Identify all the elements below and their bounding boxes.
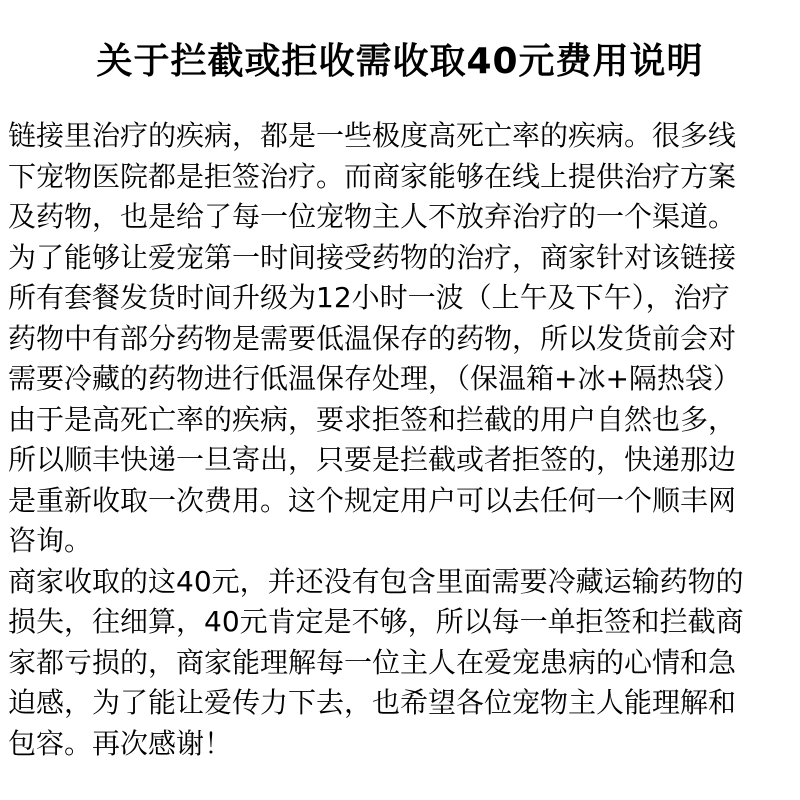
text-line: 所有套餐发货时间升级为12小时一波（上午及下午），治疗 [8,281,730,314]
text-line: 下宠物医院都是拒签治疗。而商家能够在线上提供治疗方案 [8,159,737,193]
text-line: 商家收取的这40元，并还没有包含里面需要冷藏运输药物的 [8,564,744,598]
text-line: 及药物，也是给了每一位宠物主人不放弃治疗的一个渠道。 [8,200,737,233]
text-line: 迫感，为了能让爱传力下去，也希望各位宠物主人能理解和 [8,686,737,719]
text-line: 包容。再次感谢！ [8,726,233,760]
text-line: 家都亏损的，商家能理解每一位主人在爱宠患病的心情和急 [8,645,737,679]
text-line: 需要冷藏的药物进行低温保存处理，（保温箱+冰+隔热袋） [8,362,741,395]
text-line: 所以顺丰快递一旦寄出，只要是拦截或者拒签的，快递那边 [8,443,737,476]
text-line: 咨询。 [8,524,93,557]
text-line: 药物中有部分药物是需要低温保存的药物，所以发货前会对 [8,321,737,355]
notice-body [8,116,796,764]
text-line: 由于是高死亡率的疾病，要求拒签和拦截的用户自然也多， [8,402,737,436]
page-title: 关于拦截或拒收需收取40元费用说明 [96,41,704,82]
text-line: 是重新收取一次费用。这个规定用户可以去任何一个顺丰网 [8,483,737,517]
text-line: 为了能够让爱宠第一时间接受药物的治疗，商家针对该链接 [8,240,737,274]
text-line: 损失，往细算，40元肯定是不够，所以每一单拒签和拦截商 [8,605,744,638]
text-line: 链接里治疗的疾病，都是一些极度高死亡率的疾病。很多线 [8,119,737,152]
